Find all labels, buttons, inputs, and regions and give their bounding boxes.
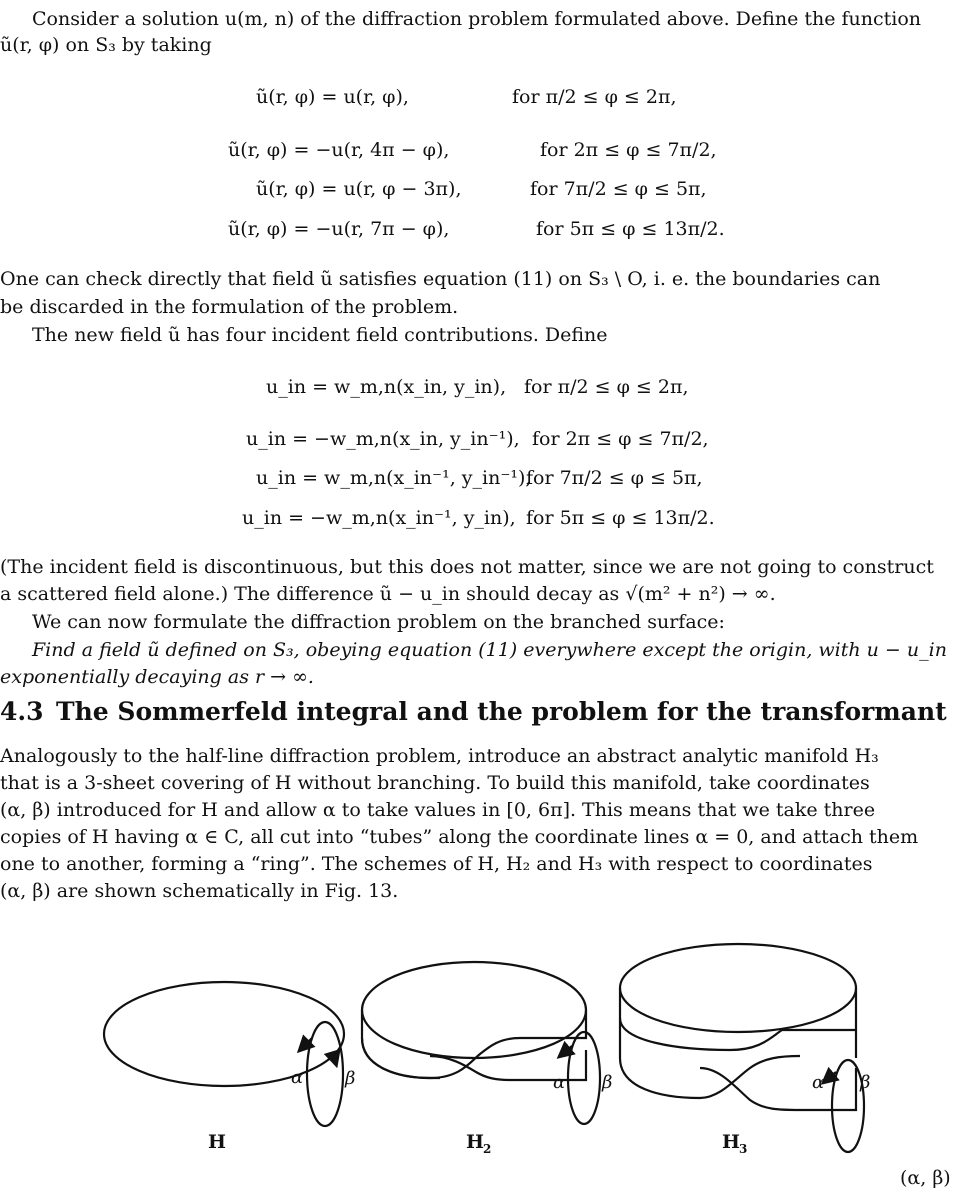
paragraph-4-line-1: (The incident field is discontinuous, but this does not matter, since we are not going to construct xyxy=(0,556,934,578)
paragraph-1-line-2: ũ(r, φ) on S₃ by taking xyxy=(0,34,212,56)
paragraph-7-line-6: (α, β) are shown schematically in Fig. 13. xyxy=(0,880,399,902)
figure-h-torus xyxy=(104,982,344,1126)
figure-label-h2-subscript: 2 xyxy=(483,1142,492,1156)
paragraph-2-line-2: be discarded in the formulation of the problem. xyxy=(0,296,459,318)
equation-condition: for 2π ≤ φ ≤ 7π/2, xyxy=(532,428,709,450)
equation-lhs: u_in = w_m,n(x_in, y_in), xyxy=(266,376,507,398)
paragraph-4-line-2: a scattered field alone.) The difference ũ − u_in should decay as √(m² + n²) → ∞. xyxy=(0,583,776,605)
figure-label-alpha: α xyxy=(553,1072,566,1093)
figure-label-h3: H xyxy=(722,1131,740,1153)
problem-statement-line-2: exponentially decaying as r → ∞. xyxy=(0,666,314,688)
paragraph-1-line-1: Consider a solution u(m, n) of the diffraction problem formulated above. Define the function xyxy=(32,8,922,30)
figure-label-beta: β xyxy=(602,1072,613,1093)
paragraph-5: We can now formulate the diffraction problem on the branched surface: xyxy=(32,611,725,633)
equation-lhs: u_in = −w_m,n(x_in, y_in⁻¹), xyxy=(246,428,520,450)
figure-label-h2: H xyxy=(466,1131,484,1153)
equation-lhs: ũ(r, φ) = u(r, φ), xyxy=(256,86,409,108)
paragraph-7-line-3: (α, β) introduced for H and allow α to take values in [0, 6π]. This means that we take three xyxy=(0,799,876,821)
figure-13 xyxy=(0,938,976,1188)
equation-lhs: ũ(r, φ) = −u(r, 4π − φ), xyxy=(228,139,450,161)
equation-condition: for 5π ≤ φ ≤ 13π/2. xyxy=(536,218,725,240)
figure-label-beta: β xyxy=(345,1068,356,1089)
equation-condition: for π/2 ≤ φ ≤ 2π, xyxy=(512,86,677,108)
figure-label-h: H xyxy=(208,1131,226,1153)
equation-lhs: ũ(r, φ) = u(r, φ − 3π), xyxy=(256,178,462,200)
figure-h2-torus xyxy=(362,962,600,1124)
section-title: The Sommerfeld integral and the problem for the transformant xyxy=(56,697,947,726)
equation-condition: for 7π/2 ≤ φ ≤ 5π, xyxy=(526,467,703,489)
section-number: 4.3 xyxy=(0,697,44,726)
figure-caption-fragment: (α, β) xyxy=(900,1167,951,1188)
equation-condition: for 2π ≤ φ ≤ 7π/2, xyxy=(540,139,717,161)
paragraph-7-line-2: that is a 3-sheet covering of H without branching. To build this manifold, take coordinates xyxy=(0,772,870,794)
figure-label-beta: β xyxy=(860,1072,871,1093)
paragraph-2-line-1: One can check directly that field ũ satisfies equation (11) on S₃ \ O, i. e. the boundaries can xyxy=(0,268,881,290)
equation-lhs: u_in = −w_m,n(x_in⁻¹, y_in), xyxy=(242,507,516,529)
equation-lhs: u_in = w_m,n(x_in⁻¹, y_in⁻¹), xyxy=(256,467,532,489)
paragraph-7-line-4: copies of H having α ∈ C, all cut into “tubes” along the coordinate lines α = 0, and attach them xyxy=(0,826,919,848)
beta-loop xyxy=(568,1032,600,1124)
equation-condition: for 5π ≤ φ ≤ 13π/2. xyxy=(526,507,715,529)
figure-h3-torus xyxy=(620,944,864,1152)
equation-lhs: ũ(r, φ) = −u(r, 7π − φ), xyxy=(228,218,450,240)
beta-loop xyxy=(307,1022,343,1126)
equation-condition: for π/2 ≤ φ ≤ 2π, xyxy=(524,376,689,398)
paragraph-7-line-1: Analogously to the half-line diffraction problem, introduce an abstract analytic manifold H₃ xyxy=(0,745,879,767)
paragraph-3: The new field ũ has four incident field contributions. Define xyxy=(32,324,608,346)
figure-label-alpha: α xyxy=(812,1072,825,1093)
figure-label-alpha: α xyxy=(291,1067,304,1088)
problem-statement-line-1: Find a field ũ defined on S₃, obeying equation (11) everywhere except the origin, with u − u_in xyxy=(32,639,947,661)
section-heading xyxy=(0,699,947,724)
paragraph-7-line-5: one to another, forming a “ring”. The schemes of H, H₂ and H₃ with respect to coordinates xyxy=(0,853,873,875)
equation-condition: for 7π/2 ≤ φ ≤ 5π, xyxy=(530,178,707,200)
figure-label-h3-subscript: 3 xyxy=(739,1142,748,1156)
